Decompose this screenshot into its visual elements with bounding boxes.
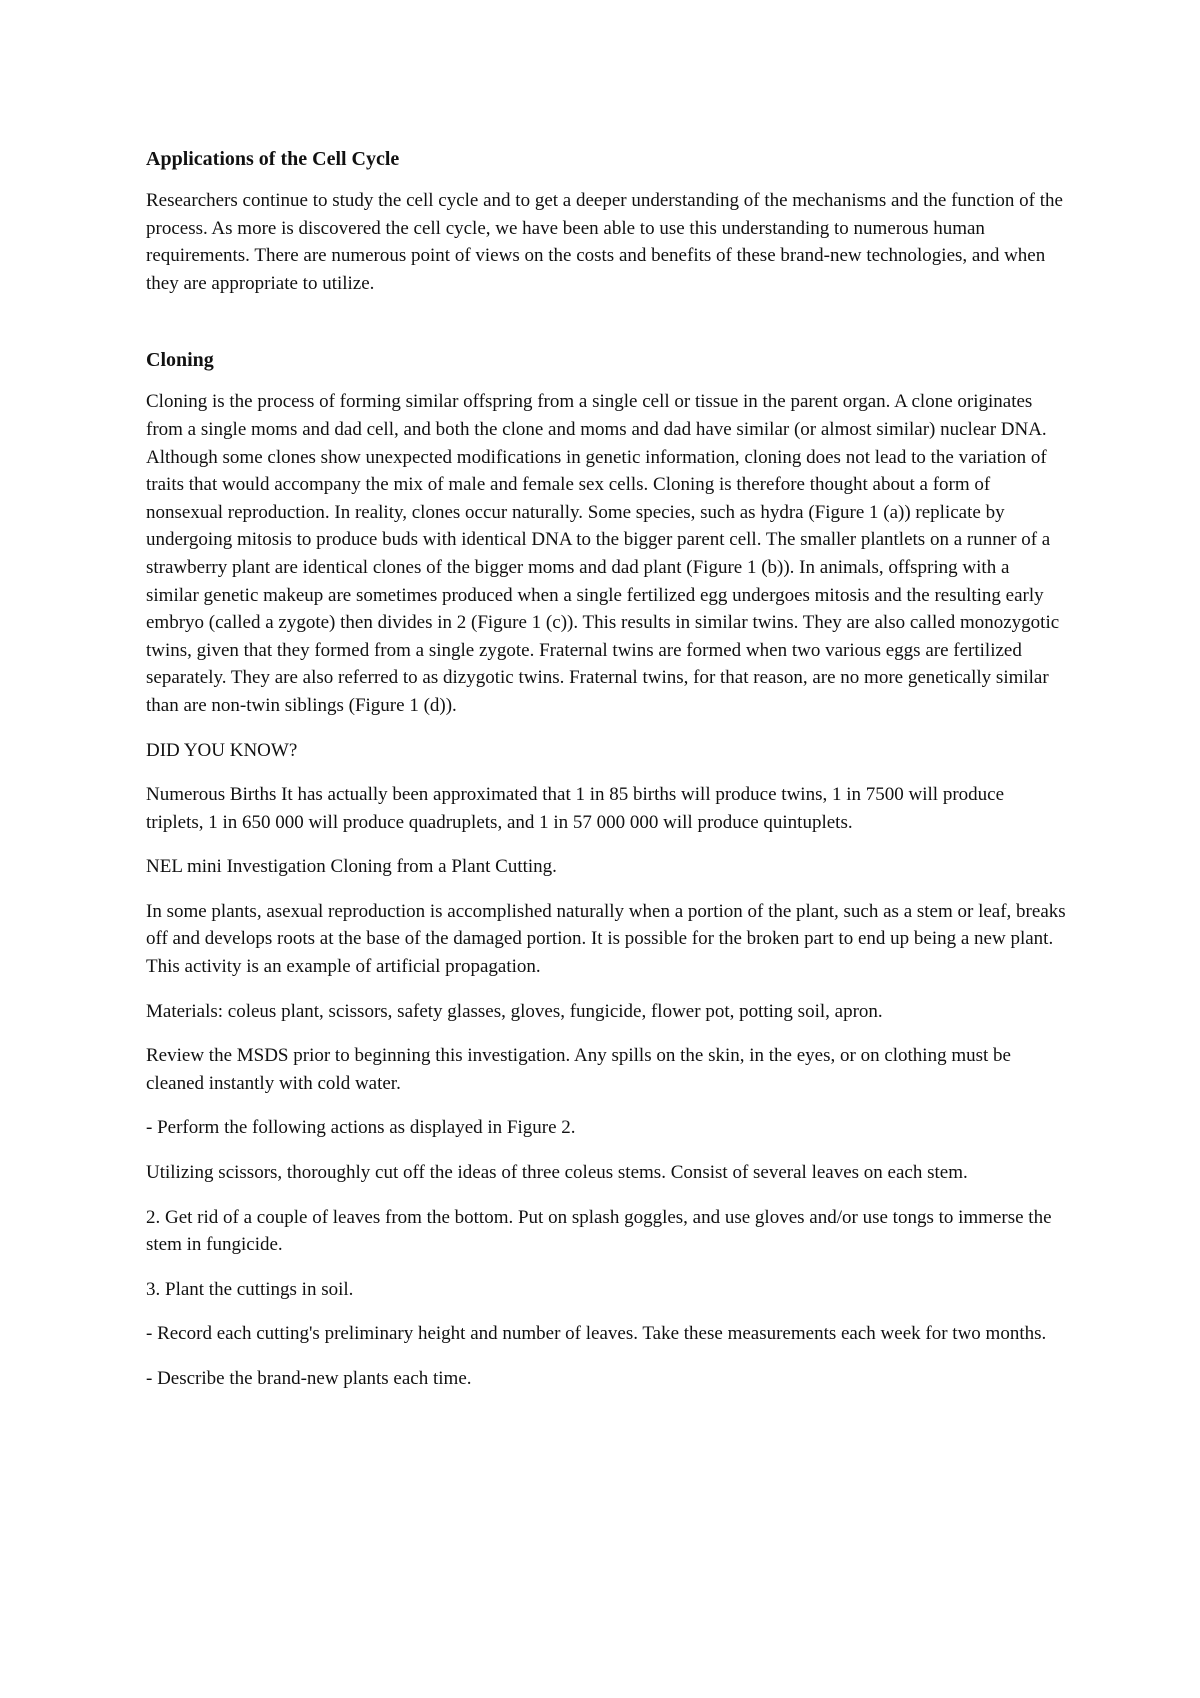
paragraph-numerous-births: Numerous Births It has actually been approximated that 1 in 85 births will produce twins, 1 in 7500 will produce triplets, 1 in 650 000 will produce quadruplets, and 1 in 57 000 000 will produce quintuplets. <box>146 784 1005 833</box>
paragraph-did-you-know: DID YOU KNOW? <box>146 739 298 761</box>
paragraph-asexual-reproduction: In some plants, asexual reproduction is accomplished naturally when a portion of the plant, such as a stem or leaf, breaks off and develops roots at the base of the damaged portion. It is possible for the broken part to end up being a new plant. This activity is an example of artificial propagation. <box>146 900 1066 978</box>
paragraph-applications-intro: Researchers continue to study the cell cycle and to get a deeper understanding of the mechanisms and the function of the process. As more is discovered the cell cycle, we have been able to use this understanding to numerous human requirements. There are numerous point of views on the costs and benefits of these brand-new technologies, and when they are appropriate to utilize. <box>146 190 1063 294</box>
section-heading-applications: Applications of the Cell Cycle <box>146 148 400 170</box>
paragraph-step-cut: Utilizing scissors, thoroughly cut off the ideas of three coleus stems. Consist of several leaves on each stem. <box>146 1162 968 1184</box>
paragraph-mini-investigation: NEL mini Investigation Cloning from a Plant Cutting. <box>146 856 557 878</box>
paragraph-step-2: 2. Get rid of a couple of leaves from the bottom. Put on splash goggles, and use gloves and/or use tongs to immerse the stem in fungicide. <box>146 1206 1052 1256</box>
paragraph-msds: Review the MSDS prior to beginning this investigation. Any spills on the skin, in the eyes, or on clothing must be cleaned instantly with cold water. <box>146 1045 1011 1094</box>
section-heading-cloning: Cloning <box>146 349 214 372</box>
document-page <box>146 146 1066 1410</box>
paragraph-step-3: 3. Plant the cuttings in soil. <box>146 1278 354 1300</box>
paragraph-materials: Materials: coleus plant, scissors, safety glasses, gloves, fungicide, flower pot, potting soil, apron. <box>146 1000 883 1022</box>
paragraph-step-perform: - Perform the following actions as displayed in Figure 2. <box>146 1117 576 1139</box>
paragraph-cloning-intro: Cloning is the process of forming similar offspring from a single cell or tissue in the parent organ. A clone originates from a single moms and dad cell, and both the clone and moms and dad have similar (or almost similar) nuclear DNA. Although some clones show unexpected modifications in genetic information, cloning does not lead to the variation of traits that would accompany the mix of male and female sex cells. Cloning is therefore thought about a form of nonsexual reproduction. In reality, clones occur naturally. Some species, such as hydra (Figure 1 (a)) replicate by undergoing mitosis to produce buds with identical DNA to the bigger parent cell. The smaller plantlets on a runner of a strawberry plant are identical clones of the bigger moms and dad plant (Figure 1 (b)). In animals, offspring with a similar genetic makeup are sometimes produced when a single fertilized egg undergoes mitosis and the resulting early embryo (called a zygote) then divides in 2 (Figure 1 (c)). This results in similar twins. They are also called monozygotic twins, given that they formed from a single zygote. Fraternal twins are formed when two various eggs are fertilized separately. They are also referred to as dizygotic twins. Fraternal twins, for that reason, are no more genetically similar than are non-twin siblings (Figure 1 (d)). <box>146 391 1060 716</box>
paragraph-step-describe: - Describe the brand-new plants each time. <box>146 1368 472 1389</box>
paragraph-step-record: - Record each cutting's preliminary height and number of leaves. Take these measurements each week for two months. <box>146 1323 1047 1345</box>
